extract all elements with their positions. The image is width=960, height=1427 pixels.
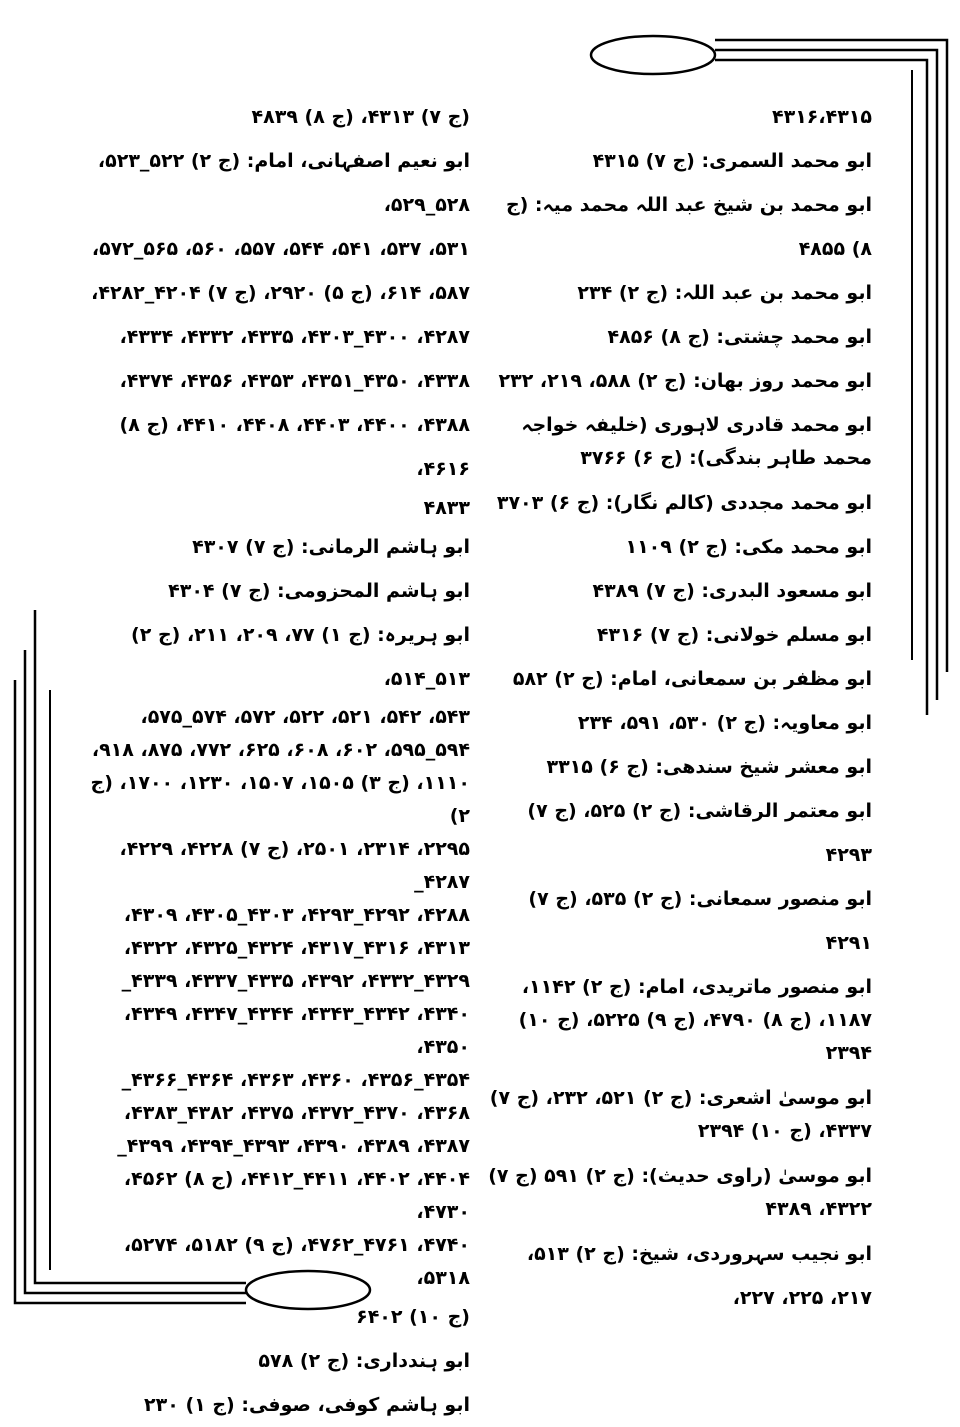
index-line: ۴۳۱۳، ۴۳۱۶_۴۳۱۷، ۴۳۲۴_۴۳۲۵، ۴۳۲۲، (123, 937, 470, 959)
index-entry: ابو محمد روز بھان: (ج ۲) ۵۸۸، ۲۱۹، ۲۳۲ (498, 370, 872, 392)
index-line: ابو نعیم اصفہانی، امام: (ج ۲) ۵۲۲_۵۲۳، ۵۲۸_۵۲۹، (97, 150, 470, 216)
index-line: ۵۴۳، ۵۴۲، ۵۲۱، ۵۲۲، ۵۷۲، ۵۷۴_۵۷۵، (140, 706, 470, 728)
index-entry: ابو منصور سمعانی: (ج ۲) ۵۳۵، (ج ۷) ۴۲۹۱ (528, 888, 872, 954)
index-entry: ابو محمد مجددی (کالم نگار): (ج ۶) ۳۷۰۳ (496, 492, 872, 514)
index-entry: ابو نجیب سہروردی، شیخ: (ج ۲) ۵۱۳، ۲۱۷، ۲۲۵، ۲۲۷، (526, 1243, 872, 1309)
index-entry: ابو محمد قادری لاہوری (خلیفہ خواجہ محمد طاہر بندگی): (ج ۶) ۳۷۶۶ (521, 414, 872, 469)
index-line: ۴۳۸۸، ۴۴۰۰، ۴۴۰۳، ۴۴۰۸، ۴۴۱۰، (ج ۸) ۴۶۱۶، (119, 414, 470, 480)
index-line: (ج ۷) ۴۳۱۳، (ج ۸) ۴۸۳۹ (251, 106, 470, 128)
index-entry: ابو محمد مکی: (ج ۲) ۱۱۰۹ (625, 536, 872, 558)
index-line: ۴۳۴۰، ۴۳۴۲_۴۳۴۳، ۴۳۴۴_۴۳۴۷، ۴۳۴۹، ۴۳۵۰، (123, 1003, 470, 1058)
index-line: ۴۳۳۸، ۴۳۵۰_۴۳۵۱، ۴۳۵۳، ۴۳۵۶، ۴۳۷۴، (119, 370, 470, 392)
index-entry: ابو معتمر الرقاشی: (ج ۲) ۵۲۵، (ج ۷) ۴۲۹۳ (527, 800, 872, 866)
index-line: ۴۴۰۴، ۴۴۰۲، ۴۴۱۱_۴۴۱۲، (ج ۸) ۴۵۶۲، ۴۷۳۰، (123, 1168, 470, 1223)
index-line: ۲۲۹۵، ۲۳۱۴، ۲۵۰۱، (ج ۷) ۴۲۲۸، ۴۲۲۹، ۴۲۸۷_ (119, 838, 470, 893)
index-entry: ابو معاویہ: (ج ۲) ۵۳۰، ۵۹۱، ۲۳۴ (577, 712, 872, 734)
index-line: ابو ہریرہ: (ج ۱) ۷۷، ۲۰۹، ۲۱۱، (ج ۲) ۵۱۳_۵۱۴، (131, 624, 470, 690)
index-line: ۱۱۱۰، (ج ۳) ۱۵۰۵، ۱۵۰۷، ۱۲۳۰، ۱۷۰۰، (ج ۲) (90, 772, 470, 827)
index-line: ابو ہاشم کوفی، صوفی: (ج ۱) ۲۳۰ (144, 1394, 470, 1416)
index-line: ۴۷۴۰، ۴۷۶۱_۴۷۶۲، (ج ۹) ۵۱۸۲، ۵۲۷۴، ۵۳۱۸، (123, 1234, 470, 1289)
index-entry: ابو معشر شیخ سندھی: (ج ۶) ۳۳۱۵ (546, 756, 872, 778)
index-line: ابو ہاشم الرمانی: (ج ۷) ۴۳۰۷ (192, 536, 470, 558)
index-line: ابو ہندداری: (ج ۲) ۵۷۸ (258, 1350, 470, 1372)
index-entry: ابو محمد بن شیخ عبد اللہ محمد میہ: (ج ۸) ۴۸۵۵ (505, 194, 872, 260)
index-entry: ابو منصور ماتریدی، امام: (ج ۲) ۱۱۴۲، ۱۱۸۷، (ج ۸) ۴۷۹۰، (ج ۹) ۵۲۲۵، (ج ۱۰) ۲۳۹۴ (518, 976, 872, 1064)
index-line: ۴۲۸۷، ۴۳۰۰_۴۳۰۳، ۴۳۳۵، ۴۳۳۲، ۴۳۳۴، (119, 326, 470, 348)
index-entry: ابو مظفر بن سمعانی، امام: (ج ۲) ۵۸۲ (512, 668, 872, 690)
index-entry: ابو مسلم خولانی: (ج ۷) ۴۳۱۶ (596, 624, 872, 646)
index-line: ۴۳۶۸، ۴۳۷۰_۴۳۷۲، ۴۳۷۵، ۴۳۸۲_۴۳۸۳، (123, 1102, 470, 1124)
index-entry: ۴۳۱۶،۴۳۱۵ (772, 106, 872, 128)
index-line: ۵۳۱، ۵۳۷، ۵۴۱، ۵۴۴، ۵۵۷، ۵۶۰، ۵۶۵_۵۷۲، (91, 238, 470, 260)
index-line: ۴۸۳۳ (423, 497, 470, 519)
index-line: ۴۲۸۸، ۴۲۹۲_۴۲۹۳، ۴۳۰۳_۴۳۰۵، ۴۳۰۹، (123, 904, 470, 926)
index-column-right (487, 95, 872, 1320)
index-line: ۴۳۸۷، ۴۳۸۹، ۴۳۹۰، ۴۳۹۳_۴۳۹۴، ۴۳۹۹_ (117, 1135, 470, 1157)
index-entry: ابو محمد بن عبد اللہ: (ج ۲) ۲۳۴ (577, 282, 872, 304)
index-column-left (90, 95, 470, 1427)
index-entry: ابو محمد چشتی: (ج ۸) ۴۸۵۶ (607, 326, 872, 348)
index-line: ابو ہاشم المحزومی: (ج ۷) ۴۳۰۴ (168, 580, 470, 602)
index-line: ۵۸۷، ۶۱۴، (ج ۵) ۲۹۲۰، (ج ۷) ۴۲۰۴_۴۲۸۲، (91, 282, 470, 304)
index-line: ۴۳۵۴_۴۳۵۶، ۴۳۶۰، ۴۳۶۳، ۴۳۶۴_۴۳۶۶_ (121, 1069, 470, 1091)
index-line: ۴۳۲۹_۴۳۳۲، ۴۳۹۲، ۴۳۳۵_۴۳۳۷، ۴۳۳۹_ (121, 970, 470, 992)
index-entry: ابو موسیٰ (راوی حدیث): (ج ۲) ۵۹۱ (ج ۷) ۴۳۲۲، ۴۳۸۹ (488, 1165, 872, 1220)
index-line: (ج ۱۰) ۶۴۰۲ (356, 1306, 470, 1328)
index-entry: ابو موسیٰ اشعری: (ج ۲) ۵۲۱، ۲۳۲، (ج ۷) ۴۳۳۷، (ج ۱۰) ۲۳۹۴ (489, 1087, 872, 1142)
index-entry: ابو محمد السمری: (ج ۷) ۴۳۱۵ (592, 150, 872, 172)
index-line: ۵۹۴_۵۹۵، ۶۰۲، ۶۰۸، ۶۲۵، ۷۷۲، ۸۷۵، ۹۱۸، (91, 739, 470, 761)
index-entry: ابو مسعود البدری: (ج ۷) ۴۳۸۹ (592, 580, 872, 602)
